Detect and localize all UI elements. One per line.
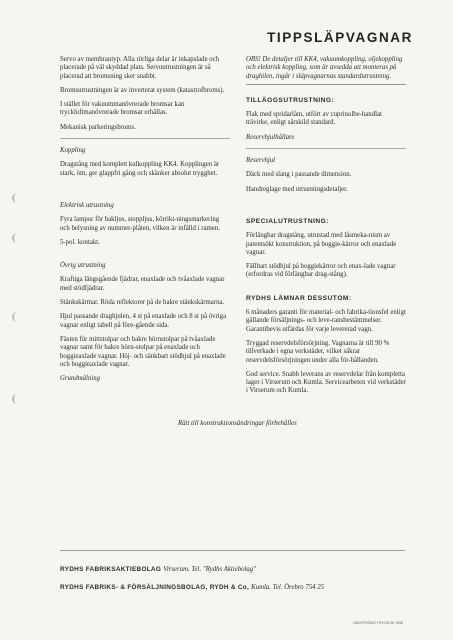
obs-note: OBS! De detaljer till KK4, vakuumkoppling, oljekoppling och elektrisk koppling, som är avsedda att monteras på draghilen, ingår i släpvagnarnas standardutrustning. (246, 56, 406, 85)
printer-mark: LINDSTRÖMS TRYCKERI 1958 (352, 621, 403, 625)
air-brake-paragraph: I stället för vakuummanövrerade bromsar kan tryckluftmanövrerade bromsar erhållas. (60, 101, 185, 117)
parking-brake-paragraph: Mekanisk parkeringsbroms. (60, 123, 136, 131)
tyre-paragraph: Däck med slang i passande dimension. (246, 171, 352, 179)
company-line-virserum (60, 566, 256, 573)
electrical-heading: Elektrisk utrustning (60, 201, 114, 209)
left-column (60, 56, 230, 389)
binder-hole-mark (12, 233, 21, 243)
coupling-heading: Koppling (60, 147, 86, 155)
coupling-paragraph: Dragstång med komplett kulkoppling KK4. Kopplingen är stark, öm, ger glappfri gång och skänker absolut trygghet. (60, 161, 220, 177)
company-contact-virserum: Virserum. Tel. "Rydhs Aktiebolag" (163, 566, 257, 573)
spare-wheel-holder: Reservhjulhållare (246, 133, 295, 141)
wheels-paragraph: Hjul passande draghjulen, 4 st på enaxlade och 8 st på övriga vagnar enligt tabell på före-gående sida. (60, 313, 227, 329)
extendable-drawbar-paragraph: Förlängbar dragstång, utrustad med låsmeka-nism av patentsökt konstruktion, på boggie-kärror och enaxlade vagnar. (246, 232, 397, 256)
company-contact-kumla: Kumla. Tel. Örebro 754 25 (251, 584, 325, 591)
service-paragraph: God service. Snabb leverans av reservdelar från kompletta lager i Virserum och Kumla. Servicearbeten vid verkstäder i Virserum och Kumla. (246, 370, 406, 395)
electrical-paragraph: Fyra lampor för bakljus, stoppljus, körrikt-ningsmarkering och belysning av nummer-plåten, vilken är infälld i ramen. (60, 216, 220, 232)
additional-equipment-heading: TILLÄGGSUTRUSTNING: (246, 96, 335, 104)
flatbed-text: Flak med spridarlåm, utfört av cuprinolbe-handlat trävirke, enligt särskild standard. (246, 111, 382, 127)
right-column (246, 56, 406, 402)
page-title: TIPPSLÄPVAGNAR (267, 30, 413, 45)
servo-paragraph: Servo av membrantyp. Alla rörliga delar är inkapslade och placerade på väl skyddad plats. Servoutrustningen är så placerad att bromsning sker snabbt. (60, 56, 220, 80)
reservation-note: Rätt till konstruktionsändringar förbehålles (178, 420, 297, 427)
hand-control-paragraph: Handreglage med utrustningsdetaljer. (246, 185, 348, 193)
company-name-kumla: RYDHS FABRIKS- & FÖRSÄLJNINGSBOLAG, RYDH & Co, (60, 584, 250, 591)
binder-hole-mark (12, 193, 21, 203)
primer-paragraph: Grundmålning (60, 375, 101, 383)
other-equipment-heading: Övrig utrustning (60, 262, 106, 270)
binder-hole-mark (12, 394, 21, 404)
rydhs-offers-heading: RYDHS LÄMNAR DESSUTOM: (246, 294, 352, 302)
posts-paragraph: Fästen för mittstolpar och bakre hörnstolpar på tvåaxlade vagnar samt för bakre hörn-stolpar på enaxlade och boggieaxlade vagnar. Höj- och sänkbart stödhjul på enaxlade och boggieaxlade vagnar. (60, 335, 226, 368)
mudguards-paragraph: Stänkskärmar. Röda reflektorer på de bakre stänkskärmarna. (60, 299, 225, 307)
warranty-paragraph: 6 månaders garanti för material- och fabrika-tionsfel enligt gällande försäljnings- och leve-ransbestämmelser. Garantibevis utfärdas för varje levererad vagn. (246, 309, 406, 333)
spare-parts-paragraph: Tryggad reservdelsförsörjning. Vagnarna är till 90 % tillverkade i egna verkstäder, vilket säkrar reservdelsförsörjningen under alla för-hållanden. (246, 339, 390, 364)
brake-system-paragraph: Bromsutrustningen är av inverterat system (katastrofbroms). (60, 86, 225, 94)
footer-rule (60, 550, 405, 551)
contact-paragraph: 5-pol. kontakt. (60, 238, 100, 246)
company-line-kumla (60, 584, 324, 591)
binder-hole-mark (12, 312, 21, 322)
special-equipment-heading: SPECIALUTRUSTNING: (246, 217, 329, 225)
folding-support-wheel-paragraph: Fällbart stödhjul på boggiekärror och enax-lade vagnar (erfordras vid förlängbar drag-stång). (246, 263, 396, 279)
company-name-virserum: RYDHS FABRIKSAKTIEBOLAG (60, 566, 162, 573)
spare-wheel: Reservhjul (246, 157, 276, 165)
divider (246, 148, 406, 149)
springs-paragraph: Kraftiga längsgående fjädrar, enaxlade och tvåaxlade vagnar med stödfjädrar. (60, 276, 225, 292)
divider (60, 138, 230, 139)
flatbed-paragraph (246, 111, 406, 128)
